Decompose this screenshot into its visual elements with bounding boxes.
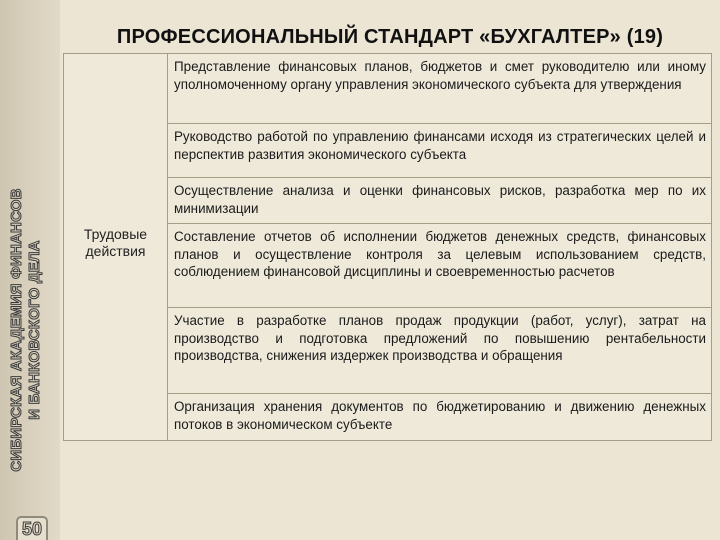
organization-name-line-1: СИБИРСКАЯ АКАДЕМИЯ ФИНАНСОВ [8,188,25,472]
table-row: Организация хранения документов по бюджетированию и движению денежных потоков в экономическом субъекте [174,399,706,432]
table-row: Осуществление анализа и оценки финансовых рисков, разработка мер по их минимизации [168,178,711,224]
row-label-cell [64,54,168,440]
organization-name-line-2: И БАНКОВСКОГО ДЕЛА [26,240,43,420]
standard-table [63,53,712,441]
table-row: Руководство работой по управлению финансами исходя из стратегических целей и перспектив развития экономического субъекта [168,124,711,178]
table-row: Участие в разработке планов продаж продукции (работ, услуг), затрат на производство и подготовка предложений по повышению рентабельности производства, снижения издержек производства и обращения [168,308,711,394]
table-row: Составление отчетов об исполнении бюджетов денежных средств, финансовых планов и осуществление контроля за целевым использованием средств, соблюдением финансовой дисциплины и своевременностью расчетов [168,224,711,308]
table-row: Представление финансовых планов, бюджетов и смет руководителю или иному уполномоченному органу управления экономического субъекта для утверждения [168,54,711,124]
sidebar-band [0,0,60,540]
page-number: 50 [16,516,48,540]
slide-title: ПРОФЕССИОНАЛЬНЫЙ СТАНДАРТ «БУХГАЛТЕР» (19) [116,26,664,48]
row-label: Трудовые действия [83,226,148,259]
